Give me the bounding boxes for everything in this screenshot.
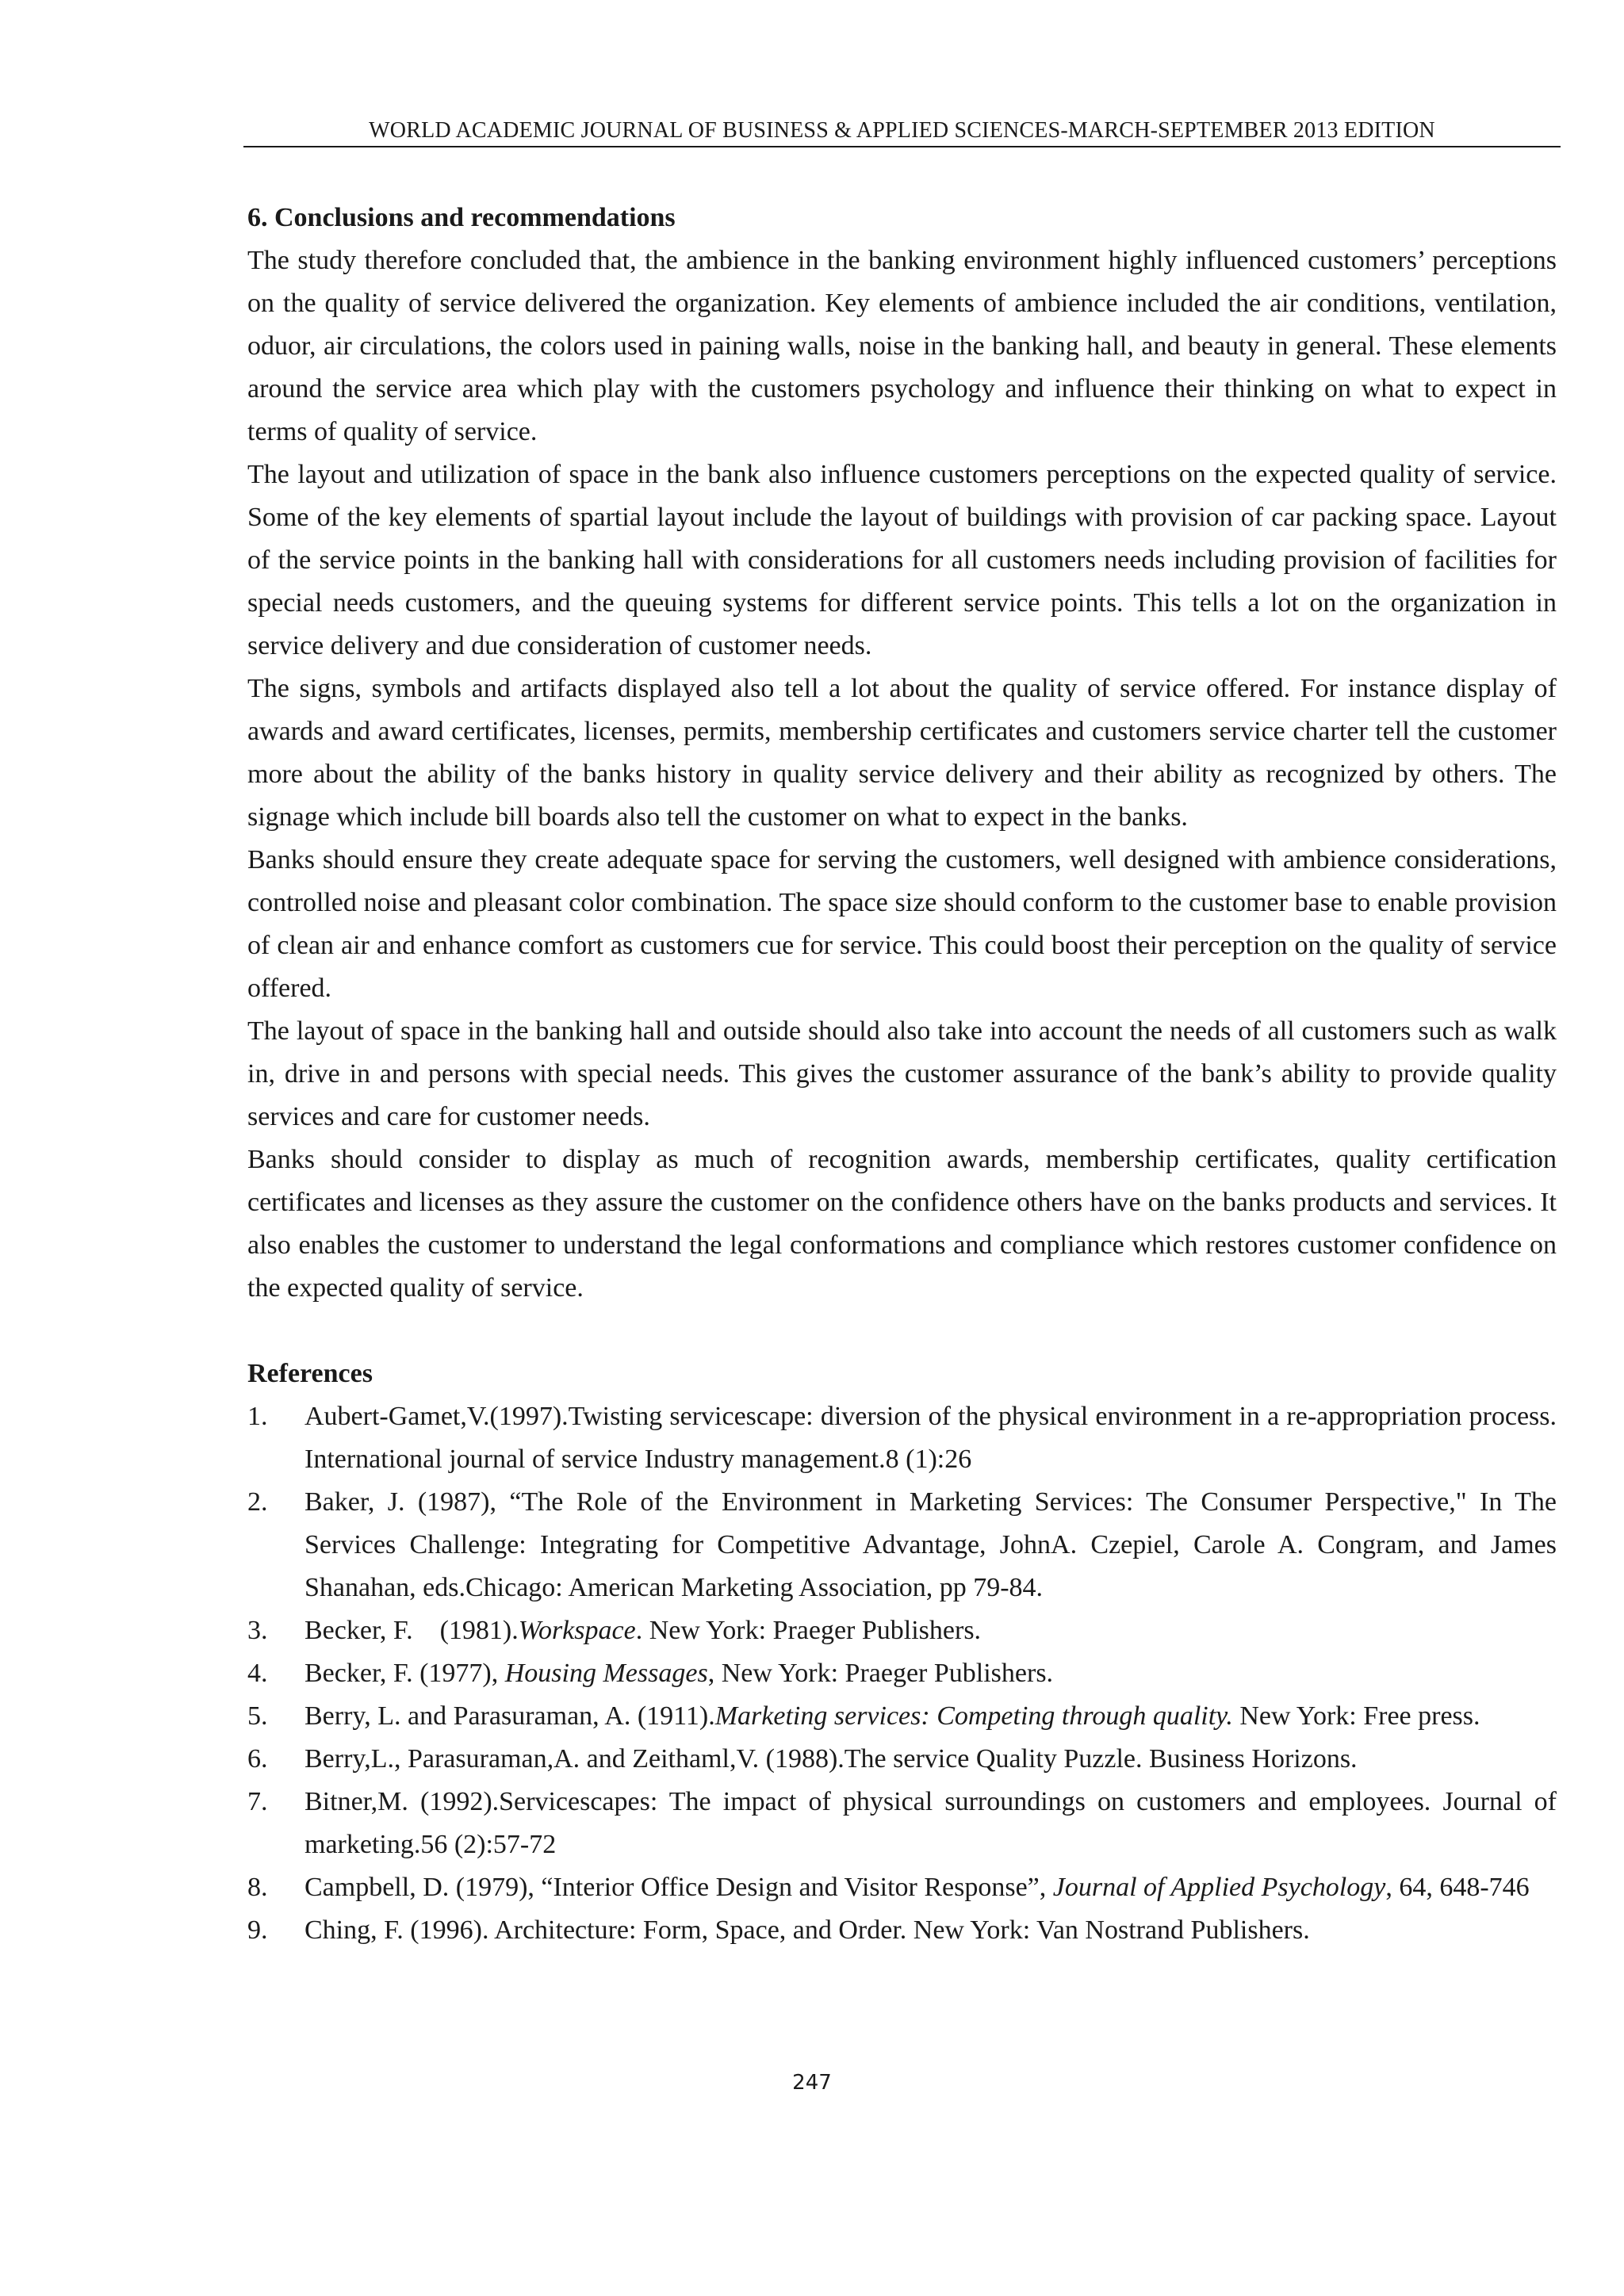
page-body xyxy=(247,197,1557,1952)
paragraph: The layout and utilization of space in the bank also influence customers perceptions on the expected quality of service. Some of the key elements of spartial layout include the layout of buildings with provision of car packing space. Layout of the service points in the banking hall with considerations for all customers needs including provision of facilities for special needs customers, and the queuing systems for different service points. This tells a lot on the organization in service delivery and due consideration of customer needs. xyxy=(247,460,1557,660)
reference-text: Baker, J. (1987), “The Role of the Environment in Marketing Services: The Consumer Perspective," In The Services Challenge: Integrating for Competitive Advantage, JohnA. Czepiel, Carole A. Congram, and James Shanahan, eds.Chicago: American Marketing Association, pp 79-84. xyxy=(304,1487,1557,1602)
reference-number: 8. xyxy=(247,1873,268,1902)
reference-item xyxy=(247,1781,1557,1866)
reference-item xyxy=(247,1481,1557,1609)
reference-item xyxy=(247,1395,1557,1481)
reference-item xyxy=(247,1866,1557,1909)
paragraph: The layout of space in the banking hall and outside should also take into account the needs of all customers such as walk in, drive in and persons with special needs. This gives the customer assurance of the bank’s ability to provide quality services and care for customer needs. xyxy=(247,1016,1557,1131)
paragraph: The study therefore concluded that, the ambience in the banking environment highly influenced customers’ perceptions on the quality of service delivered the organization. Key elements of ambience included the air conditions, ventilation, oduor, air circulations, the colors used in paining walls, noise in the banking hall, and beauty in general. These elements around the service area which play with the customers psychology and influence their thinking on what to expect in terms of quality of service. xyxy=(247,246,1557,446)
reference-number: 1. xyxy=(247,1402,268,1431)
reference-number: 3. xyxy=(247,1616,268,1645)
reference-item xyxy=(247,1609,1557,1652)
reference-number: 5. xyxy=(247,1701,268,1731)
reference-item xyxy=(247,1909,1557,1952)
reference-list xyxy=(247,1395,1557,1952)
reference-text: Becker, F. (1977), Housing Messages, New York: Praeger Publishers. xyxy=(304,1659,1054,1688)
reference-number: 7. xyxy=(247,1787,268,1816)
reference-number: 6. xyxy=(247,1744,268,1774)
reference-item xyxy=(247,1695,1557,1738)
header-rule xyxy=(243,146,1561,147)
reference-text: Aubert-Gamet,V.(1997).Twisting servicescape: diversion of the physical environment in a re-appropriation process. International journal of service Industry management.8 (1):26 xyxy=(304,1402,1557,1474)
paragraph: Banks should consider to display as much of recognition awards, membership certificates, quality certification certificates and licenses as they assure the customer on the confidence others have on the banks products and services. It also enables the customer to understand the legal conformations and compliance which restores customer confidence on the expected quality of service. xyxy=(247,1145,1557,1303)
reference-number: 9. xyxy=(247,1915,268,1945)
paragraph: Banks should ensure they create adequate space for serving the customers, well designed with ambience considerations, controlled noise and pleasant color combination. The space size should conform to the customer base to enable provision of clean air and enhance comfort as customers cue for service. This could boost their perception on the quality of service offered. xyxy=(247,845,1557,1003)
reference-number: 4. xyxy=(247,1659,268,1688)
reference-item xyxy=(247,1738,1557,1781)
references-title: References xyxy=(247,1359,373,1388)
reference-text: Becker, F. (1981).Workspace. New York: Praeger Publishers. xyxy=(304,1616,982,1645)
reference-item xyxy=(247,1652,1557,1695)
running-header: WORLD ACADEMIC JOURNAL OF BUSINESS & APPLIED SCIENCES-MARCH-SEPTEMBER 2013 EDITION xyxy=(369,118,1435,143)
reference-text: Berry,L., Parasuraman,A. and Zeithaml,V. (1988).The service Quality Puzzle. Business Horizons. xyxy=(304,1744,1358,1774)
reference-text: Bitner,M. (1992).Servicescapes: The impact of physical surroundings on customers and employees. Journal of marketing.56 (2):57-72 xyxy=(304,1787,1557,1859)
reference-text: Campbell, D. (1979), “Interior Office Design and Visitor Response”, Journal of Applied Psychology, 64, 648-746 xyxy=(304,1873,1530,1902)
reference-text: Ching, F. (1996). Architecture: Form, Space, and Order. New York: Van Nostrand Publishers. xyxy=(304,1915,1310,1945)
page-number: 247 xyxy=(792,2071,832,2095)
paragraph: The signs, symbols and artifacts displayed also tell a lot about the quality of service offered. For instance display of awards and award certificates, licenses, permits, membership certificates and customers service charter tell the customer more about the ability of the banks history in quality service delivery and their ability as recognized by others. The signage which include bill boards also tell the customer on what to expect in the banks. xyxy=(247,674,1557,832)
section-title: 6. Conclusions and recommendations xyxy=(247,203,676,232)
reference-text: Berry, L. and Parasuraman, A. (1911).Marketing services: Competing through quality. New York: Free press. xyxy=(304,1701,1480,1731)
reference-number: 2. xyxy=(247,1487,268,1517)
